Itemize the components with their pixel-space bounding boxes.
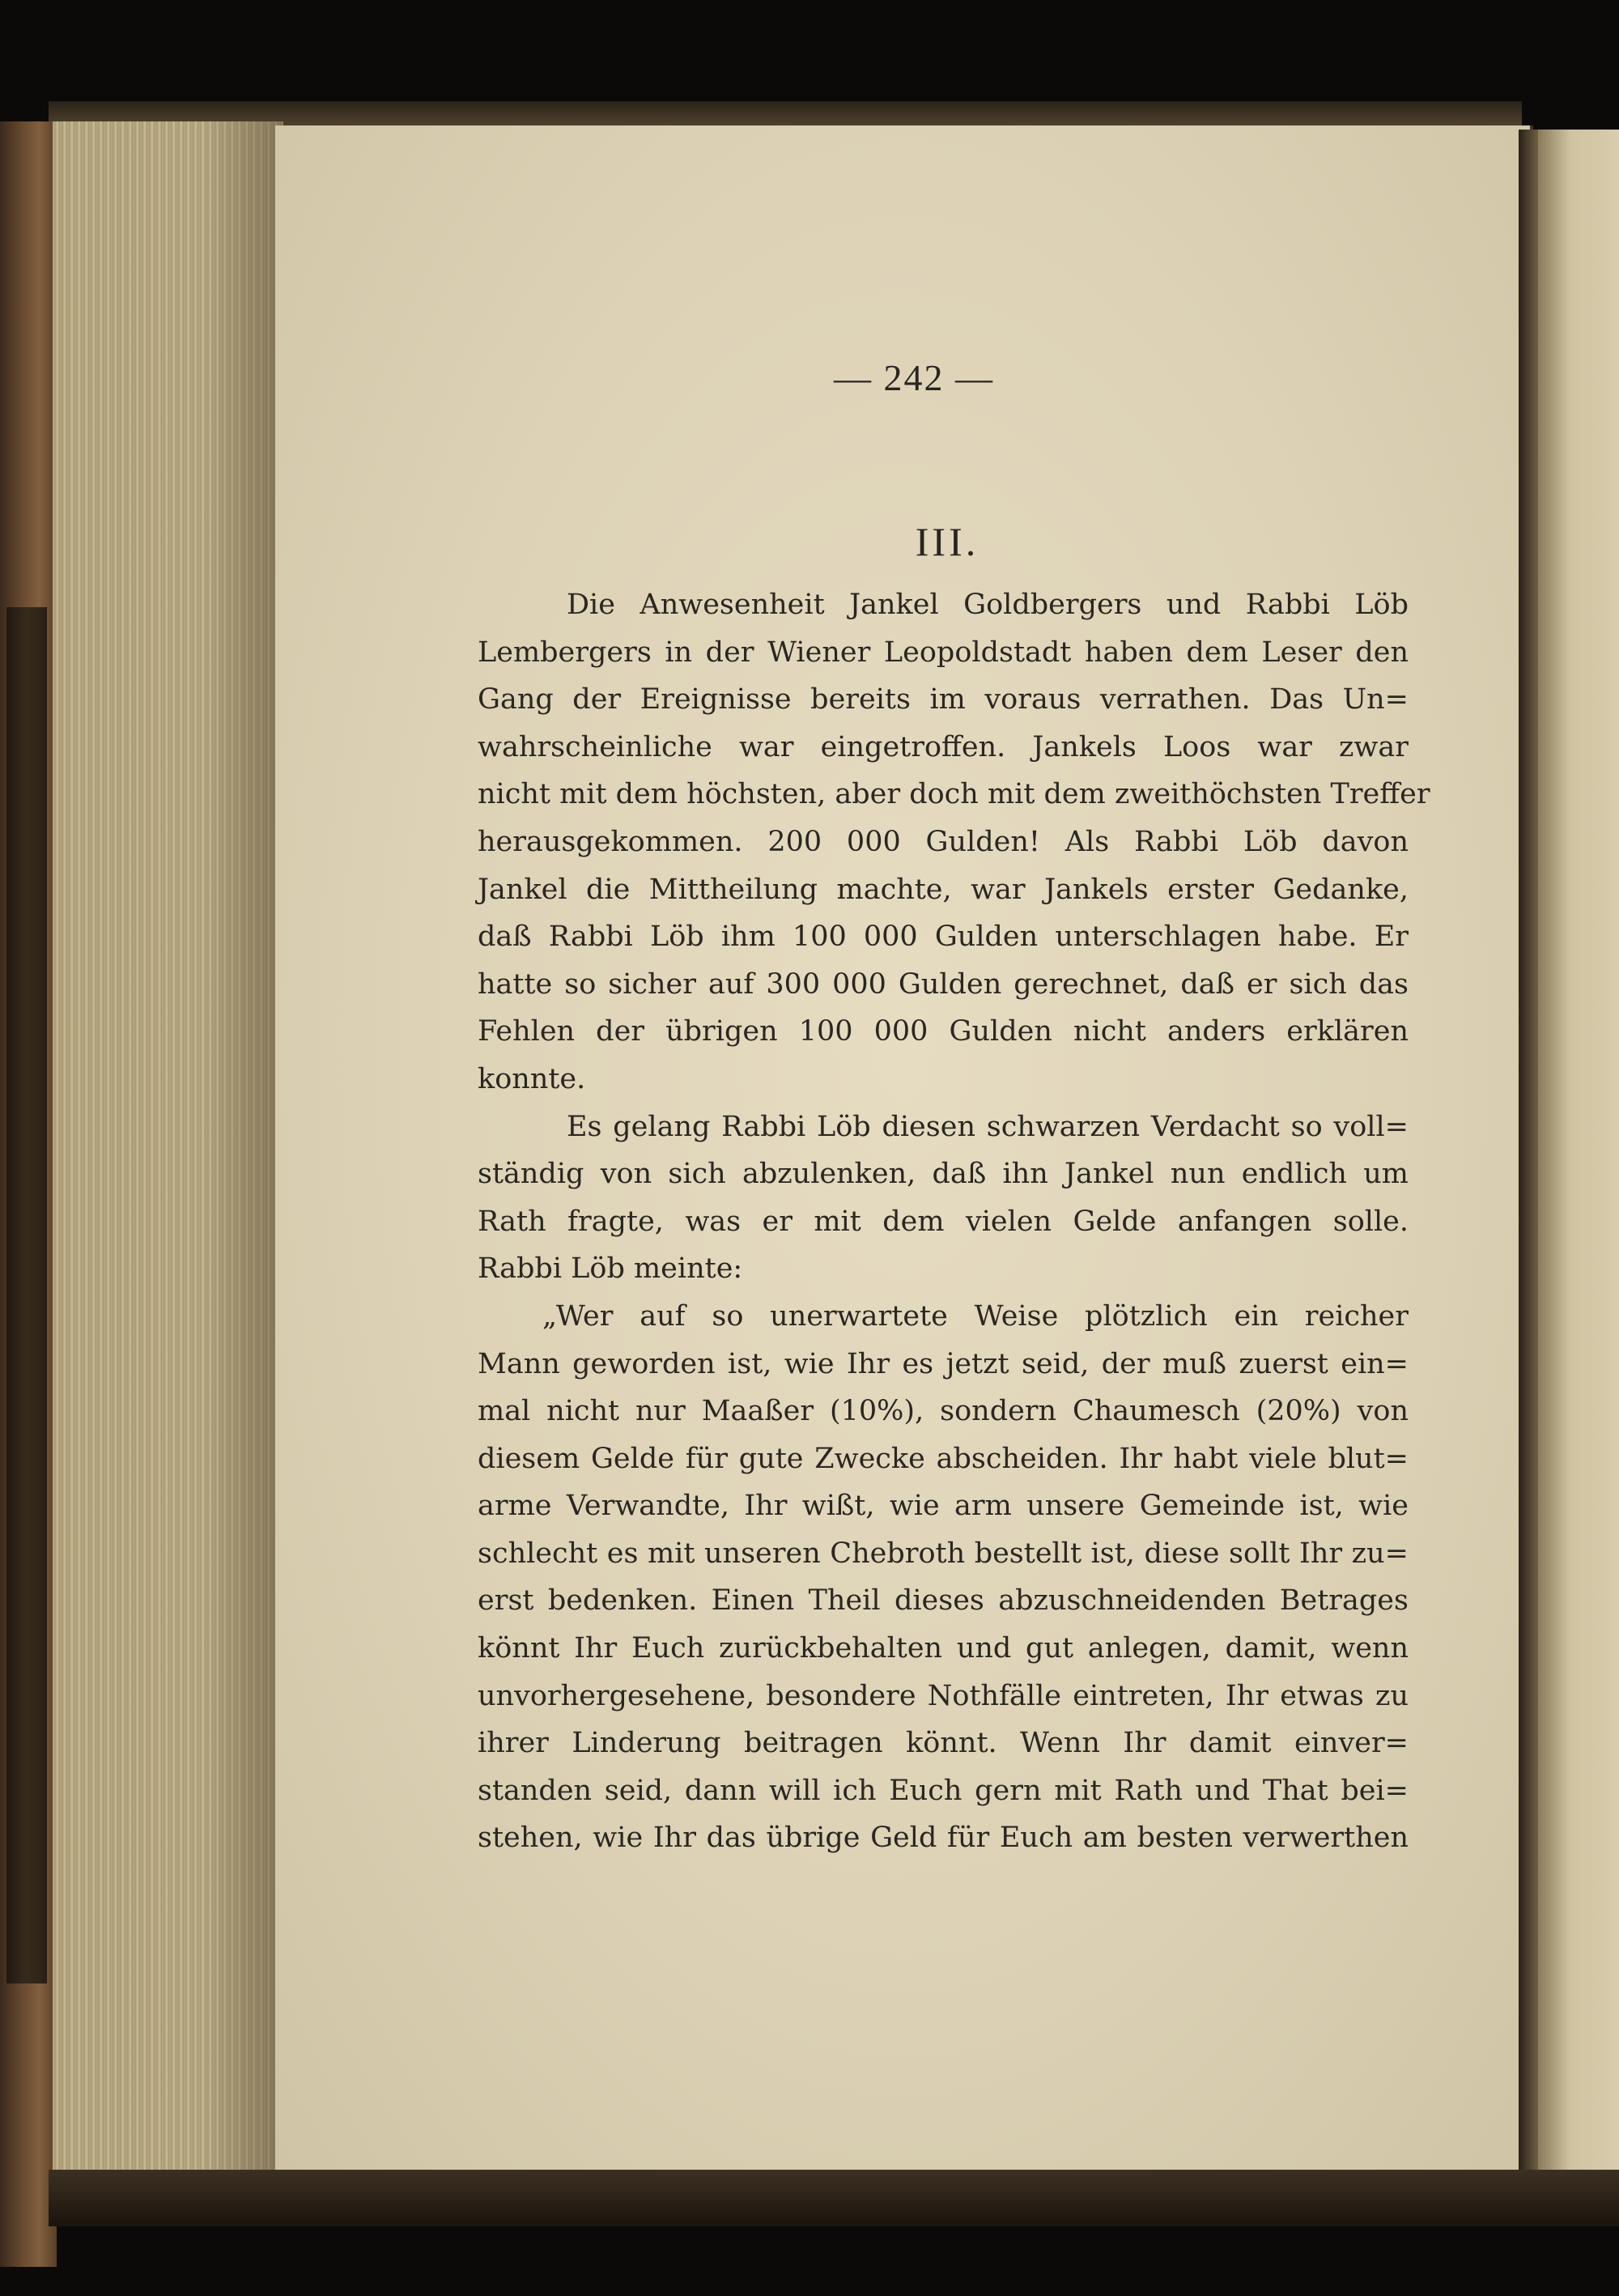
text-line: Es gelang Rabbi Löb diesen schwarzen Verdacht so voll= (567, 1110, 1409, 1143)
text-line: Die Anwesenheit Jankel Goldbergers und Rabbi Löb (567, 589, 1409, 621)
text-line: Rabbi Löb meinte: (478, 1252, 743, 1286)
text-line: ihrer Linderung beitragen könnt. Wenn Ihr damit einver= (478, 1727, 1409, 1760)
chapter-heading: III. (915, 519, 979, 564)
text-line: arme Verwandte, Ihr wißt, wie arm unsere Gemeinde ist, wie (478, 1490, 1409, 1523)
text-line: Gang der Ereignisse bereits im voraus verrathen. Das Un= (478, 683, 1409, 716)
text-line: diesem Gelde für gute Zwecke abscheiden. Ihr habt viele blut= (478, 1442, 1409, 1475)
text-line: stehen, wie Ihr das übrige Geld für Euch am besten verwerthen (478, 1822, 1409, 1855)
page-gutter (1519, 130, 1538, 2170)
text-line: erst bedenken. Einen Theil dieses abzuschneidenden Betrages (478, 1584, 1409, 1618)
bottom-binding-edge (49, 2170, 1619, 2226)
text-line: daß Rabbi Löb ihm 100 000 Gulden unterschlagen habe. Er (478, 921, 1409, 954)
text-line: mal nicht nur Maaßer (10%), sondern Chaumesch (20%) von (478, 1395, 1409, 1428)
page-number: — 242 — (834, 357, 994, 398)
text-line: Mann geworden ist, wie Ihr es jetzt seid, der muß zuerst ein= (478, 1347, 1409, 1380)
body-text (478, 581, 1430, 1862)
text-line: standen seid, dann will ich Euch gern mit Rath und That bei= (478, 1774, 1409, 1807)
text-line: konnte. (478, 1062, 586, 1095)
book-cover-edge (0, 121, 57, 2267)
text-line: schlecht es mit unseren Chebroth bestellt ist, diese sollt Ihr zu= (478, 1537, 1409, 1570)
text-line: herausgekommen. 200 000 Gulden! Als Rabbi Löb davon (478, 825, 1409, 858)
text-line: Lembergers in der Wiener Leopoldstadt haben dem Leser den (478, 636, 1409, 669)
text-line: hatte so sicher auf 300 000 Gulden gerechnet, daß er sich das (478, 967, 1409, 1001)
text-line: könnt Ihr Euch zurückbehalten und gut anlegen, damit, wenn (478, 1632, 1409, 1665)
text-line: nicht mit dem höchsten, aber doch mit dem zweithöchsten Treffer (478, 778, 1430, 811)
text-line: wahrscheinliche war eingetroffen. Jankels Loos war zwar (478, 730, 1409, 763)
text-line: Fehlen der übrigen 100 000 Gulden nicht anders erklären (478, 1015, 1409, 1048)
text-line: Jankel die Mittheilung machte, war Jankels erster Gedanke, (478, 873, 1409, 906)
text-line: Rath fragte, was er mit dem vielen Gelde anfangen solle. (478, 1205, 1409, 1238)
page-stack-shadow (202, 121, 283, 2186)
text-line: „Wer auf so unerwartete Weise plötzlich ein reicher (542, 1299, 1409, 1333)
cover-spine-strip (6, 607, 47, 1983)
facing-page-edge (1538, 130, 1619, 2170)
text-line: ständig von sich abzulenken, daß ihn Jankel nun endlich um (478, 1158, 1409, 1191)
text-line: unvorhergesehene, besondere Nothfälle eintreten, Ihr etwas zu (478, 1679, 1409, 1712)
